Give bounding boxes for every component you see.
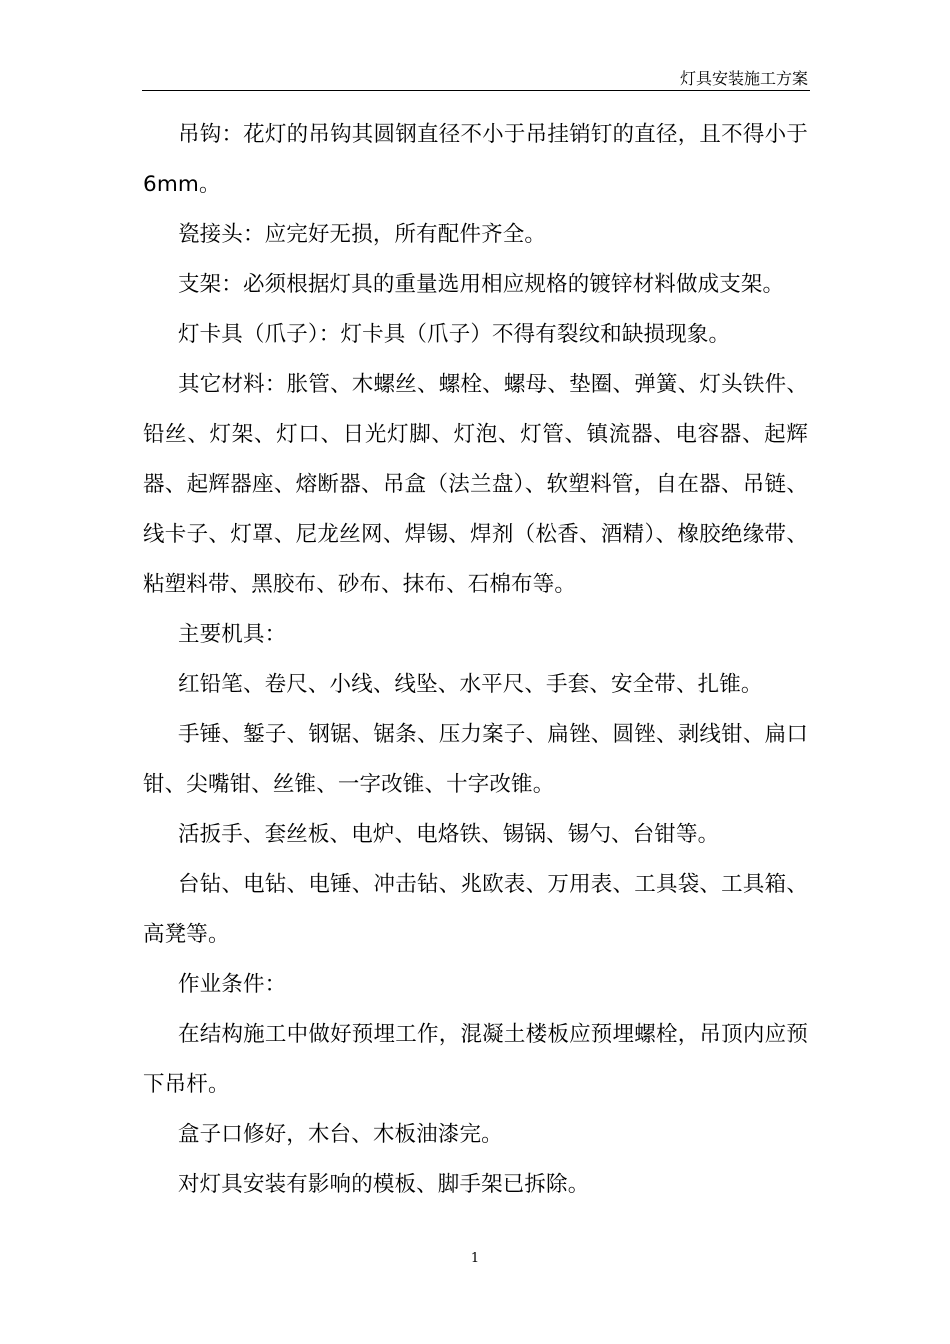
paragraph-hook: 吊钩：花灯的吊钩其圆钢直径不小于吊挂销钉的直径，且不得小于6mm。 bbox=[143, 122, 808, 197]
document-body bbox=[143, 110, 808, 1210]
paragraph-work-conditions-heading: 作业条件： bbox=[178, 972, 287, 997]
paragraph-other-materials: 其它材料：胀管、木螺丝、螺栓、螺母、垫圈、弹簧、灯头铁件、铅丝、灯架、灯口、日光灯脚、灯泡、灯管、镇流器、电容器、起辉器、起辉器座、熔断器、吊盒（法兰盘）、软塑料管，自在器、吊链、线卡子、灯罩、尼龙丝网、焊锡、焊剂（松香、酒精）、橡胶绝缘带、粘塑料带、黑胶布、砂布、抹布、石棉布等。 bbox=[143, 372, 808, 597]
paragraph-main-tools-heading: 主要机具： bbox=[178, 622, 287, 647]
paragraph-tools-hand: 手锤、錾子、钢锯、锯条、压力案子、扁锉、圆锉、剥线钳、扁口钳、尖嘴钳、丝锥、一字改锥、十字改锥。 bbox=[143, 722, 808, 797]
paragraph-condition-embedded: 在结构施工中做好预埋工作，混凝土楼板应预埋螺栓，吊顶内应预下吊杆。 bbox=[143, 1022, 808, 1097]
paragraph-lamp-clamp: 灯卡具（爪子）：灯卡具（爪子）不得有裂纹和缺损现象。 bbox=[178, 322, 731, 347]
paragraph-condition-boxes: 盒子口修好，木台、木板油漆完。 bbox=[178, 1122, 503, 1147]
paragraph-porcelain-connector: 瓷接头：应完好无损，所有配件齐全。 bbox=[178, 222, 547, 247]
paragraph-tools-marking: 红铅笔、卷尺、小线、线坠、水平尺、手套、安全带、扎锥。 bbox=[178, 672, 763, 697]
page-number: 1 bbox=[470, 1251, 480, 1266]
paragraph-condition-scaffold: 对灯具安装有影响的模板、脚手架已拆除。 bbox=[178, 1172, 590, 1197]
header-divider bbox=[142, 90, 810, 91]
paragraph-tools-power: 台钻、电钻、电锤、冲击钻、兆欧表、万用表、工具袋、工具箱、高凳等。 bbox=[143, 872, 808, 947]
paragraph-tools-wrench: 活扳手、套丝板、电炉、电烙铁、锡锅、锡勺、台钳等。 bbox=[178, 822, 720, 847]
header-title: 灯具安装施工方案 bbox=[679, 69, 808, 88]
paragraph-bracket: 支架：必须根据灯具的重量选用相应规格的镀锌材料做成支架。 bbox=[178, 272, 785, 297]
